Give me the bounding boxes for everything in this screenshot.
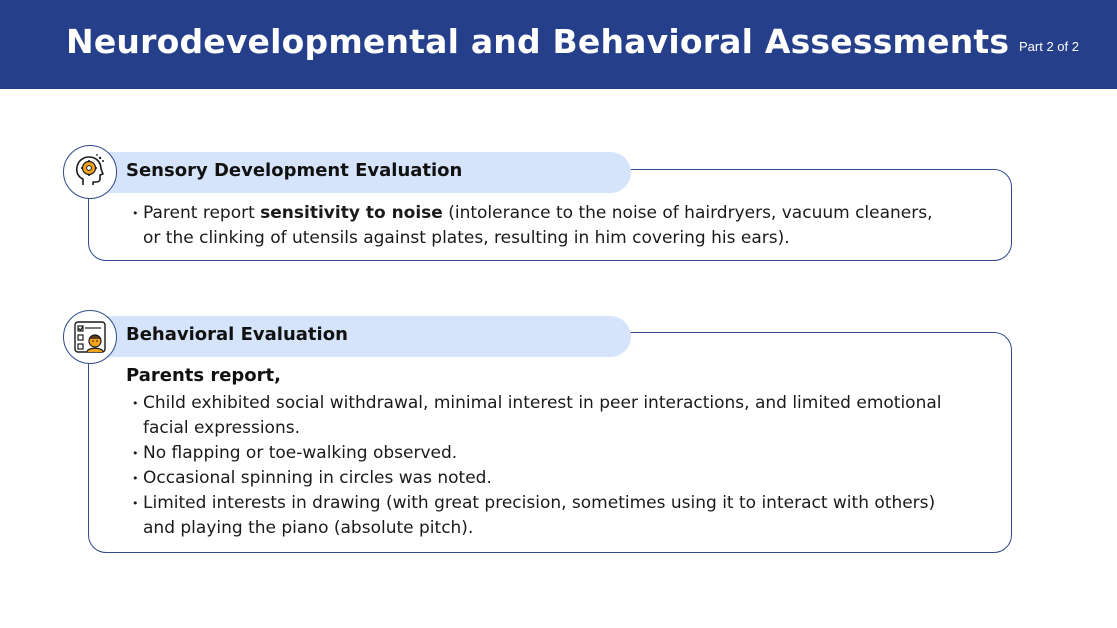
list-item: • Occasional spinning in circles was noted. <box>132 466 952 491</box>
behavioral-bullets <box>132 391 952 541</box>
list-item: • Limited interests in drawing (with great precision, sometimes using it to interact with others) and playing the piano (absolute pitch). <box>132 491 952 541</box>
head-brain-gear-icon <box>70 152 110 192</box>
checklist-child-icon <box>70 317 110 357</box>
list-item: • No flapping or toe-walking observed. <box>132 441 952 466</box>
header-bar <box>0 0 1117 89</box>
list-item <box>132 201 942 251</box>
behavioral-icon-circle <box>63 310 117 364</box>
bullet-text: Parent report <box>143 203 261 223</box>
sensory-title: Sensory Development Evaluation <box>126 160 463 181</box>
bullet-text: (intolerance to the noise of hairdryers, vacuum cleaners, or the clinking of utensils against plates, resulting in him covering his ears). <box>143 203 933 248</box>
part-indicator: Part 2 of 2 <box>1019 39 1079 54</box>
list-item: • Child exhibited social withdrawal, minimal interest in peer interactions, and limited emotional facial expressions. <box>132 391 952 441</box>
parents-report-heading: Parents report, <box>126 365 281 386</box>
sensory-icon-circle <box>63 145 117 199</box>
sensory-bullets <box>132 201 942 251</box>
bullet-emphasis: sensitivity to noise <box>260 203 443 223</box>
behavioral-title: Behavioral Evaluation <box>126 324 348 345</box>
page-title: Neurodevelopmental and Behavioral Assessments <box>66 22 1010 61</box>
